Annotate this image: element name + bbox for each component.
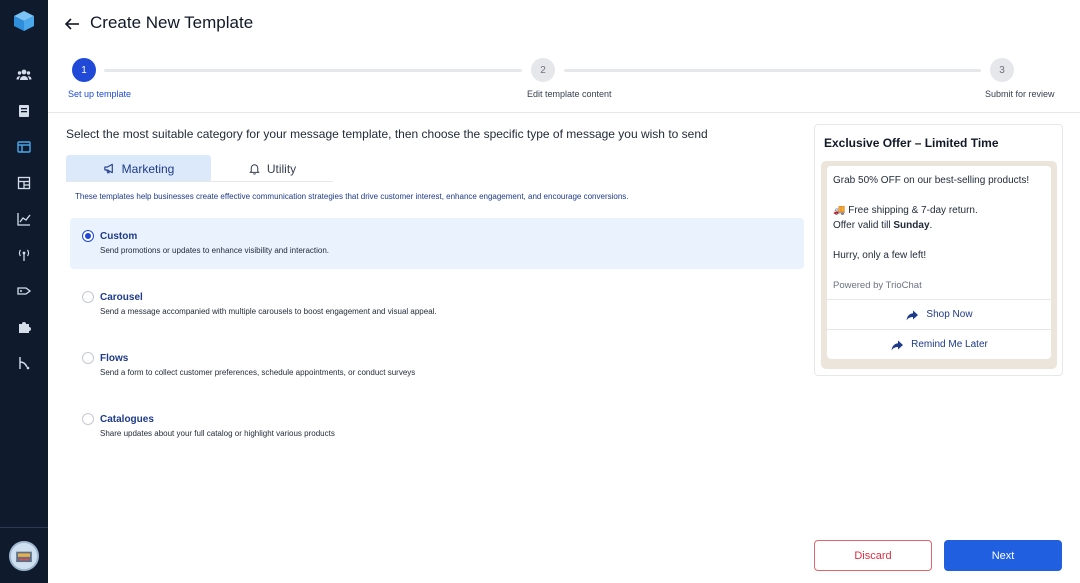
sidebar [0,0,48,583]
powered-by: Powered by TrioChat [833,280,922,291]
message-line-4: Hurry, only a few left! [833,250,927,261]
discard-button[interactable]: Discard [814,540,932,571]
option-title: Flows [100,353,129,364]
next-button[interactable]: Next [944,540,1062,571]
preview-title: Exclusive Offer – Limited Time [824,136,999,150]
option-catalogues[interactable] [70,401,804,452]
cta-remind-later[interactable] [827,329,1051,359]
share-arrow-icon [890,338,904,352]
option-title: Catalogues [100,414,154,425]
option-description: Send a form to collect customer preferences, schedule appointments, or conduct surveys [100,368,416,377]
tag-icon[interactable] [14,281,34,301]
option-carousel[interactable] [70,279,804,330]
option-description: Send promotions or updates to enhance visibility and interaction. [100,246,330,255]
layout-icon[interactable] [14,173,34,193]
instruction-text: Select the most suitable category for your message template, then choose the specific type of message you wish to send [66,127,708,141]
header-divider [48,112,1080,113]
radio-carousel[interactable] [82,291,94,303]
message-bold-day: Sunday [893,220,930,231]
message-line-1: Grab 50% OFF on our best-selling products! [833,175,1030,186]
bell-icon [248,162,261,175]
radio-custom[interactable] [82,230,94,242]
radio-flows[interactable] [82,352,94,364]
tab-underline [66,181,333,182]
tab-utility[interactable] [211,155,333,182]
option-custom[interactable] [70,218,804,269]
step-3-label: Submit for review [985,89,1055,99]
megaphone-icon [103,162,116,175]
message-bubble [827,166,1051,299]
step-3-circle[interactable]: 3 [990,58,1014,82]
chat-background [821,161,1057,369]
option-description: Share updates about your full catalog or highlight various products [100,429,335,438]
step-2-circle[interactable]: 2 [531,58,555,82]
option-flows[interactable] [70,340,804,391]
step-connector-2 [564,69,981,72]
option-title: Carousel [100,292,143,303]
logo-cube-icon[interactable] [12,9,36,33]
back-arrow-icon[interactable] [62,14,82,34]
option-description: Send a message accompanied with multiple carousels to boost engagement and visual appeal. [100,307,437,316]
option-title: Custom [100,231,138,242]
template-icon[interactable] [14,137,34,157]
step-connector-1 [104,69,522,72]
cta-shop-now[interactable] [827,299,1051,329]
step-1-label: Set up template [68,89,132,99]
step-2-label: Edit template content [527,89,612,99]
sidebar-divider [0,527,48,528]
tab-marketing[interactable] [66,155,211,182]
chart-icon[interactable] [14,209,34,229]
book-icon[interactable] [14,101,34,121]
step-1-circle[interactable]: 1 [72,58,96,82]
message-line-3: Offer valid till Sunday. [833,220,933,231]
cta-remind-later-label: Remind Me Later [911,339,988,350]
contacts-icon[interactable] [14,65,34,85]
avatar[interactable] [9,541,39,571]
message-line-2: 🚚 Free shipping & 7-day return. [833,205,978,216]
tab-marketing-label: Marketing [121,161,175,176]
flow-icon[interactable] [14,353,34,373]
share-arrow-icon [905,308,919,322]
template-preview [814,124,1063,376]
tab-description: These templates help businesses create effective communication strategies that drive customer interest, enhance engagement, and encourage conversions. [75,192,629,201]
page-title: Create New Template [90,13,254,32]
tab-utility-label: Utility [266,161,297,176]
radio-catalogues[interactable] [82,413,94,425]
broadcast-icon[interactable] [14,245,34,265]
cta-shop-now-label: Shop Now [926,309,973,320]
puzzle-icon[interactable] [14,317,34,337]
